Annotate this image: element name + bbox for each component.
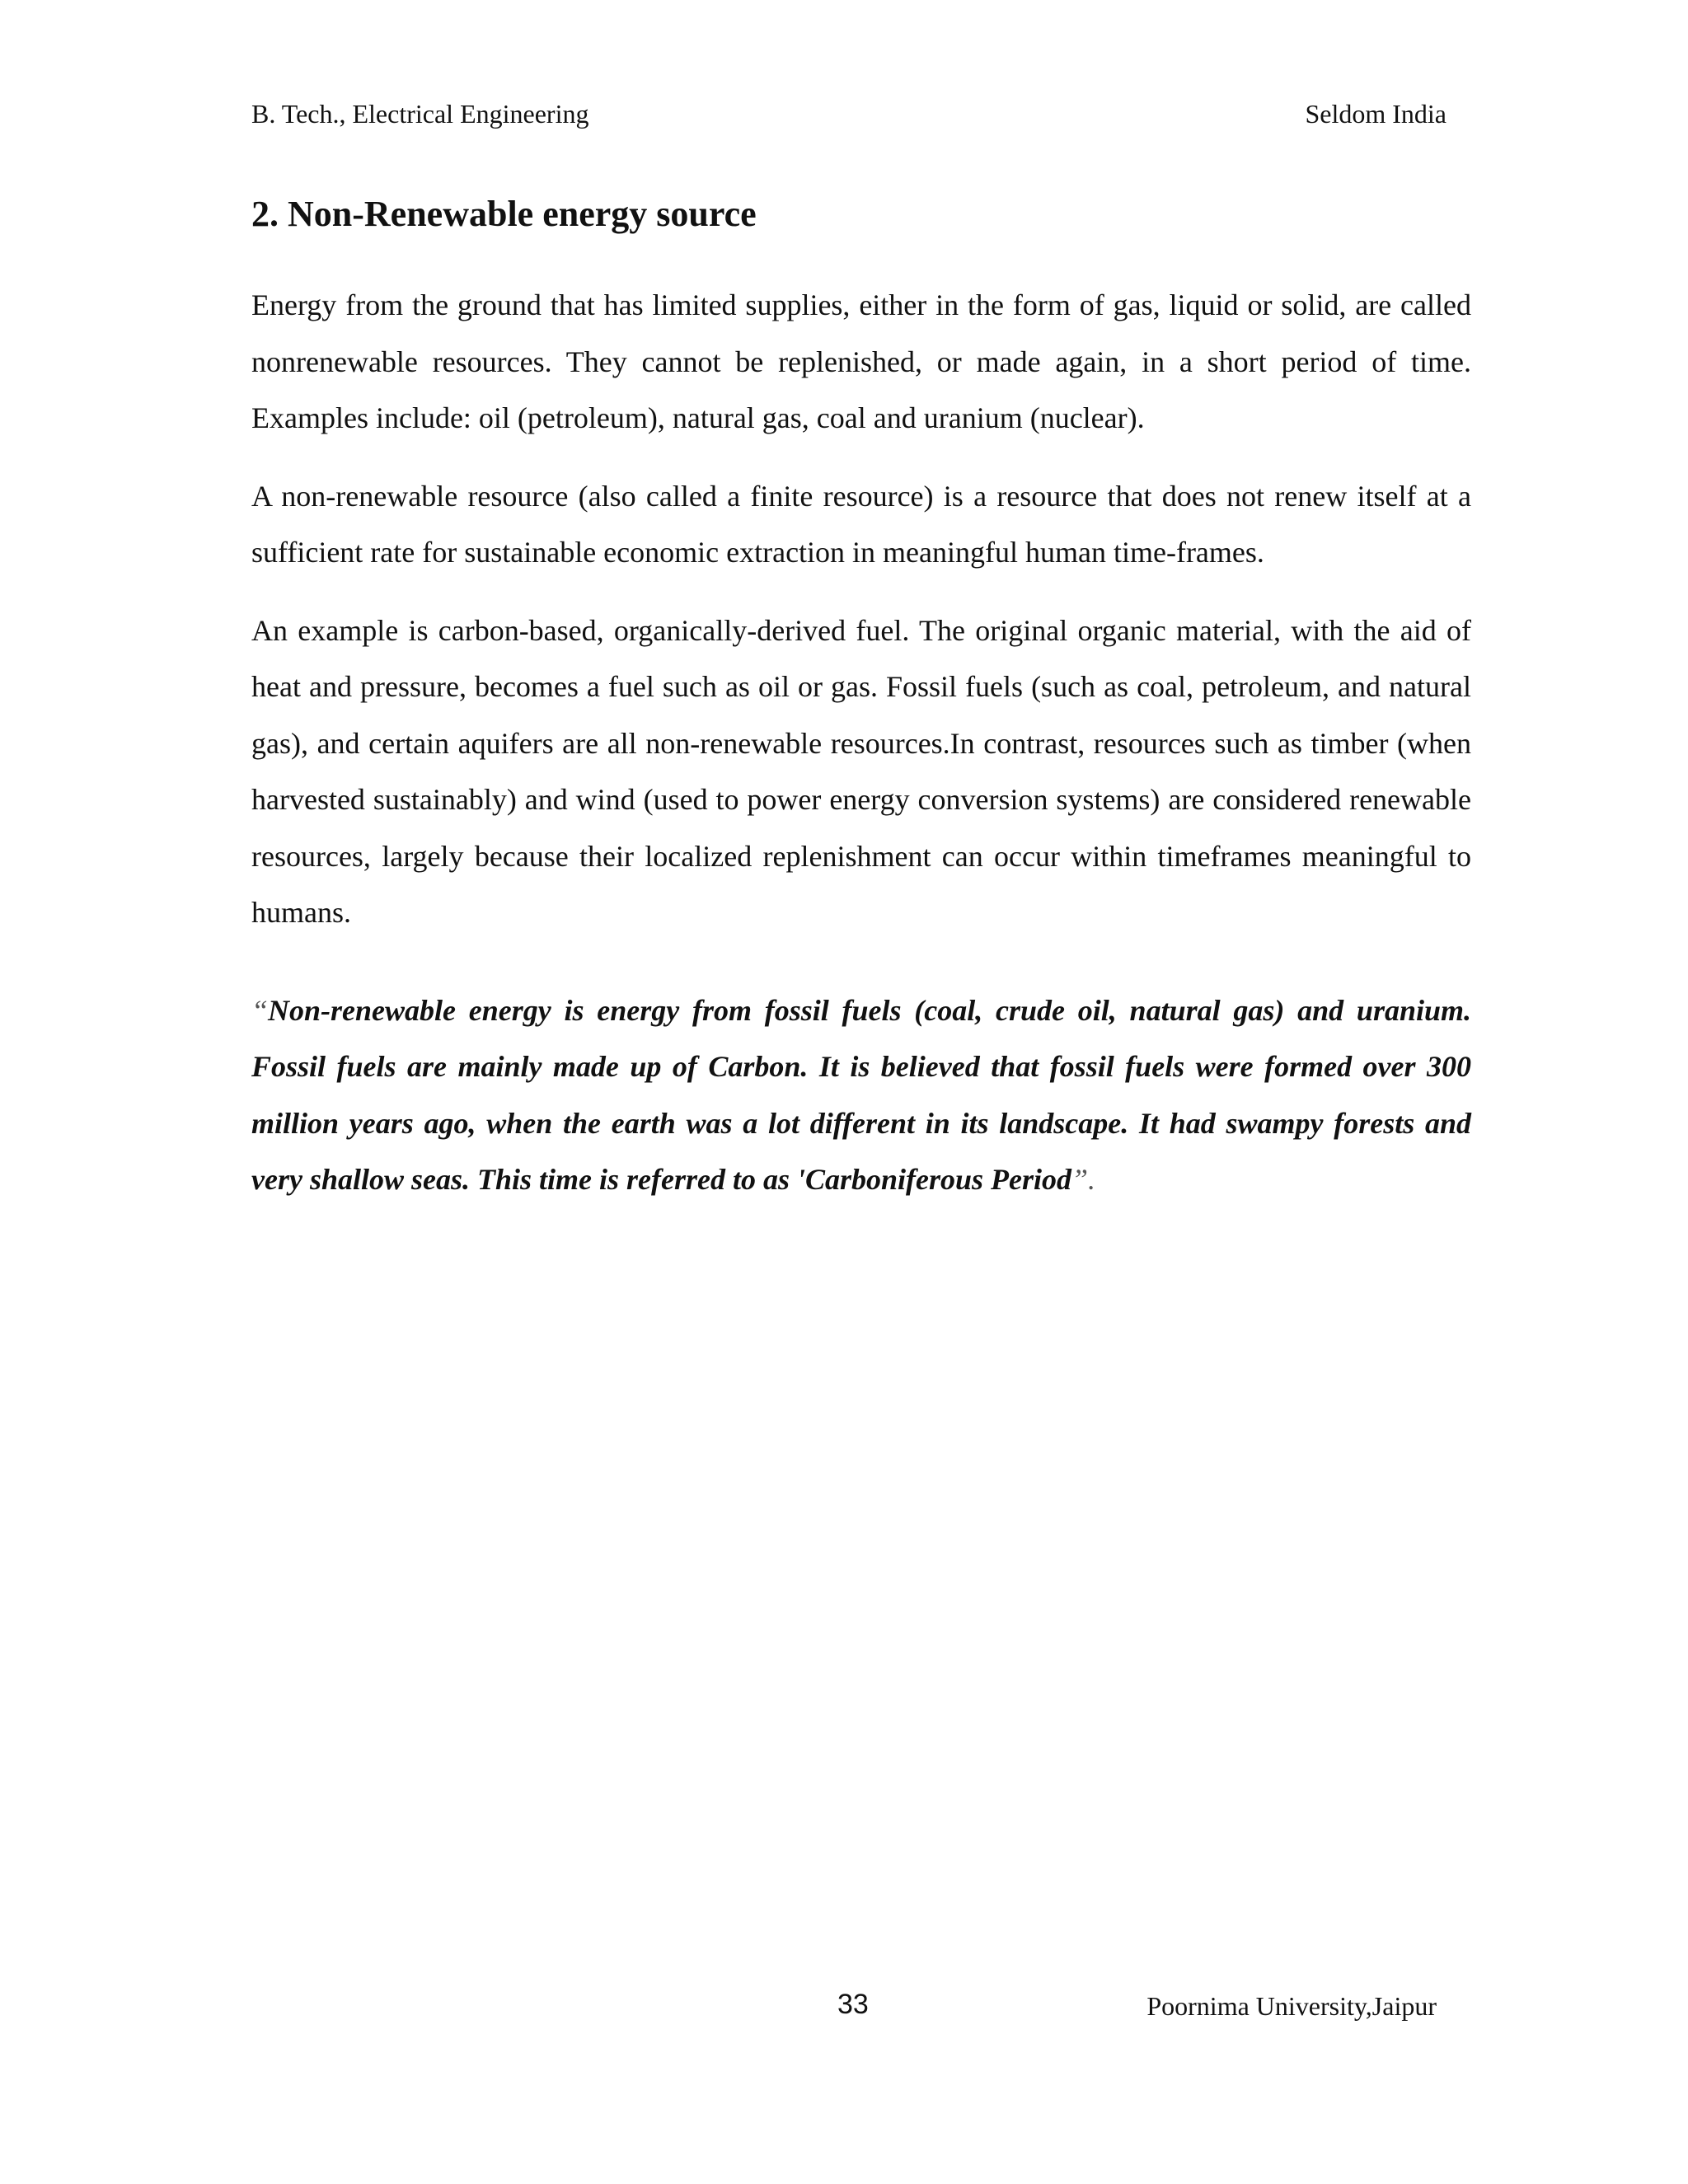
running-footer-right: Poornima University,Jaipur [1146,1991,1437,2021]
highlighted-quote [251,982,1471,1208]
quote-open-mark: “ [251,993,269,1027]
paragraph-definition: Energy from the ground that has limited supplies, either in the form of gas, liquid or solid, are called nonrenewable resources. They cannot be replenished, or made again, in a short period of time. Examples include: oil (petroleum), natural gas, coal and uranium (nuclear). [251,288,1471,434]
page-number: 33 [837,1989,869,2020]
quote-close-mark: ”. [1071,1163,1096,1196]
quote-text: Non-renewable energy is energy from fossil fuels (coal, crude oil, natural gas) and uranium. Fossil fuels are mainly made up of Carbon. It is believed that fossil fuels were formed over 300 million years ago, when the earth was a lot different in its landscape. It had swampy forests and very shallow seas. This time is referred to as 'Carboniferous Period [251,993,1471,1196]
running-header-right: Seldom India [1305,99,1447,129]
section-heading: 2. Non-Renewable energy source [251,194,757,234]
running-header-left: B. Tech., Electrical Engineering [251,99,589,129]
page-content [251,188,1471,1208]
paragraph-finite-resource: A non-renewable resource (also called a finite resource) is a resource that does not renew itself at a sufficient rate for sustainable economic extraction in meaningful human time-frames. [251,479,1471,569]
paragraph-example: An example is carbon-based, organically-derived fuel. The original organic material, with the aid of heat and pressure, becomes a fuel such as oil or gas. Fossil fuels (such as coal, petroleum, and natural gas), and certain aquifers are all non-renewable resources.In contrast, resources such as timber (when harvested sustainably) and wind (used to power energy conversion systems) are considered renewable resources, largely because their localized replenishment can occur within timeframes meaningful to humans. [251,613,1471,929]
